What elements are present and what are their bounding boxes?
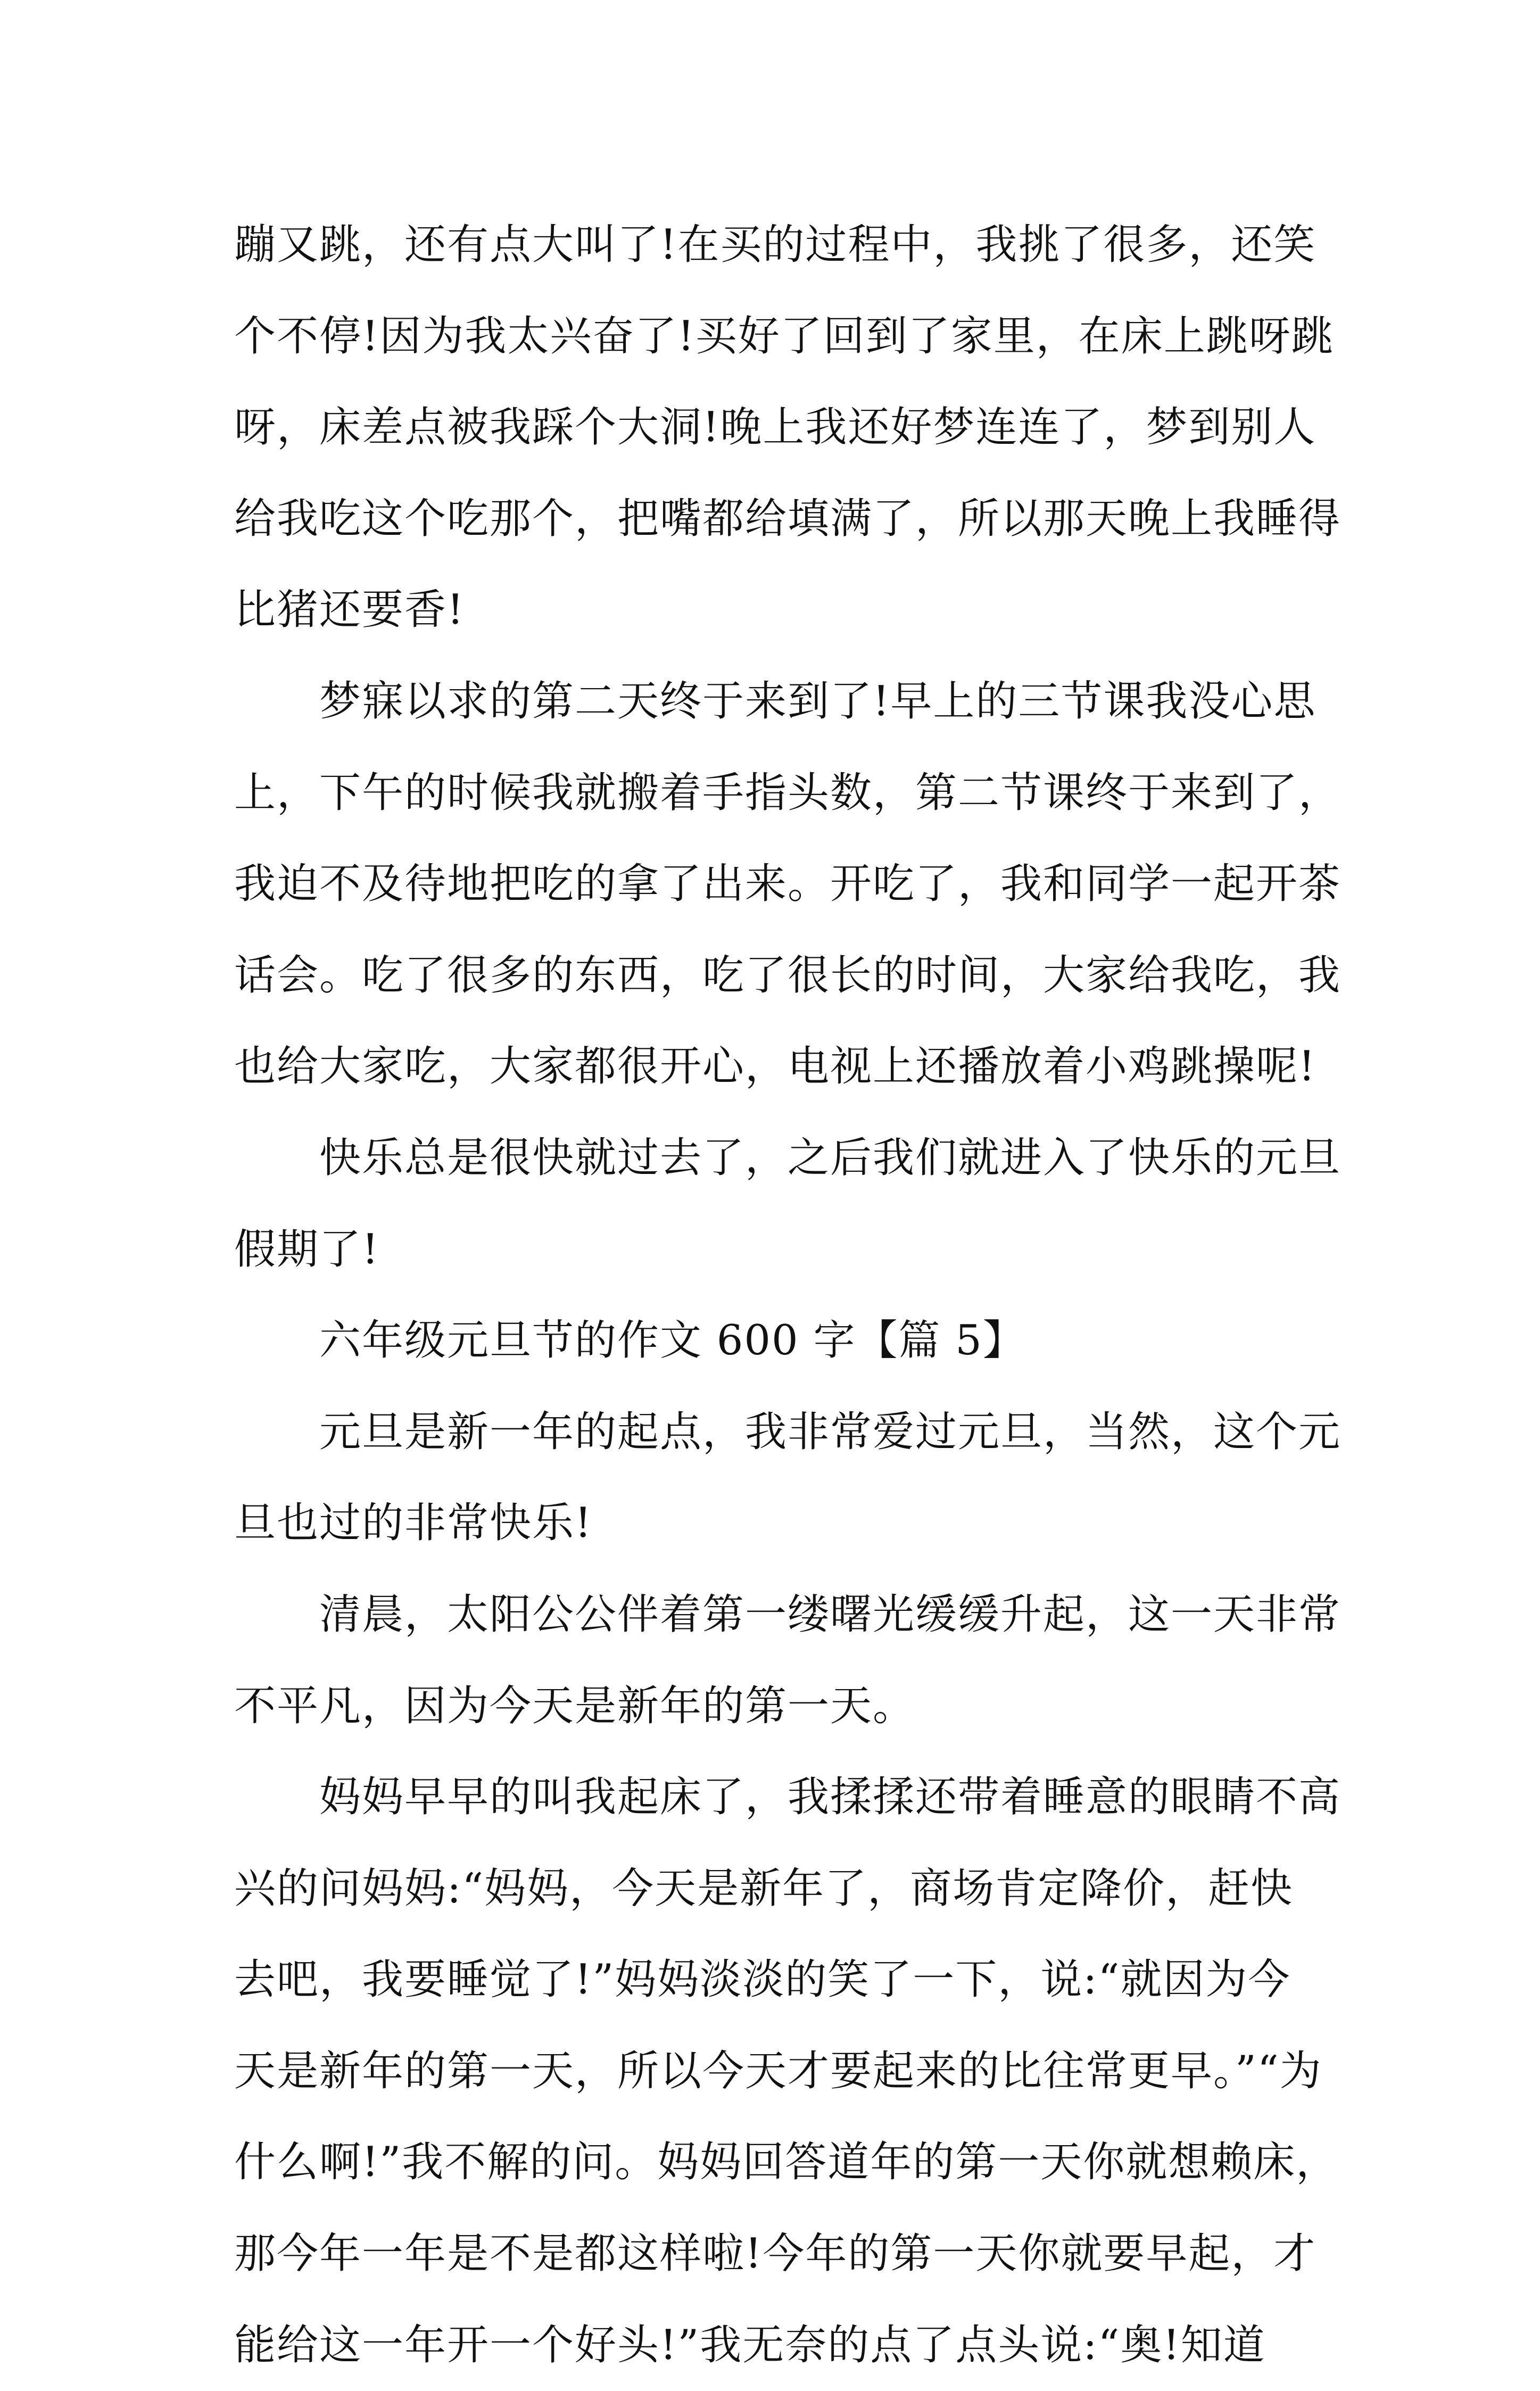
text-line: 天是新年的第一天，所以今天才要起来的比往常更早。”“为 (234, 2047, 1322, 2095)
text-line: 不平凡，因为今天是新年的第一天。 (234, 1682, 916, 1730)
text-line: 比猪还要香! (234, 586, 465, 634)
essay-body (234, 200, 1342, 2391)
paragraph-start-line: 元旦是新一年的起点，我非常爱过元旦，当然，这个元 (319, 1408, 1342, 1456)
text-line: 我迫不及待地把吃的拿了出来。开吃了，我和同学一起开茶 (234, 860, 1342, 908)
text-line: 能给这一年开一个好头!”我无奈的点了点头说:“奥!知道 (234, 2321, 1266, 2369)
paragraph-start-line: 妈妈早早的叫我起床了，我揉揉还带着睡意的眼睛不高 (319, 1773, 1342, 1822)
text-line: 旦也过的非常快乐! (234, 1499, 593, 1548)
text-line: 去吧，我要睡觉了!”妈妈淡淡的笑了一下，说:“就因为今 (234, 1956, 1291, 2004)
text-line: 蹦又跳，还有点大叫了!在买的过程中，我挑了很多，还笑 (234, 221, 1317, 269)
text-line: 话会。吃了很多的东西，吃了很长的时间，大家给我吃，我 (234, 951, 1342, 999)
text-line: 假期了! (234, 1225, 380, 1273)
paragraph-start-line: 梦寐以求的第二天终于来到了!早上的三节课我没心思 (319, 677, 1317, 725)
text-line: 那今年一年是不是都这样啦!今年的第一天你就要早起，才 (234, 2230, 1317, 2278)
text-line: 给我吃这个吃那个，把嘴都给填满了，所以那天晚上我睡得 (234, 494, 1342, 543)
text-line: 兴的问妈妈:“妈妈，今天是新年了，商场肯定降价，赶快 (234, 1864, 1294, 1913)
text-line: 呀，床差点被我踩个大洞!晚上我还好梦连连了，梦到别人 (234, 403, 1317, 452)
text-line: 也给大家吃，大家都很开心，电视上还播放着小鸡跳操呢! (234, 1043, 1317, 1091)
text-line: 什么啊!”我不解的问。妈妈回答道年的第一天你就想赖床， (234, 2138, 1339, 2187)
text-line: 上，下午的时候我就搬着手指头数，第二节课终于来到了， (234, 768, 1342, 817)
section-heading: 六年级元旦节的作文 600 字【篇 5】 (319, 1317, 1025, 1365)
text-line: 个不停!因为我太兴奋了!买好了回到了家里，在床上跳呀跳 (234, 312, 1334, 360)
paragraph-start-line: 快乐总是很快就过去了，之后我们就进入了快乐的元旦 (319, 1134, 1342, 1182)
paragraph-start-line: 清晨，太阳公公伴着第一缕曙光缓缓升起，这一天非常 (319, 1590, 1342, 1639)
